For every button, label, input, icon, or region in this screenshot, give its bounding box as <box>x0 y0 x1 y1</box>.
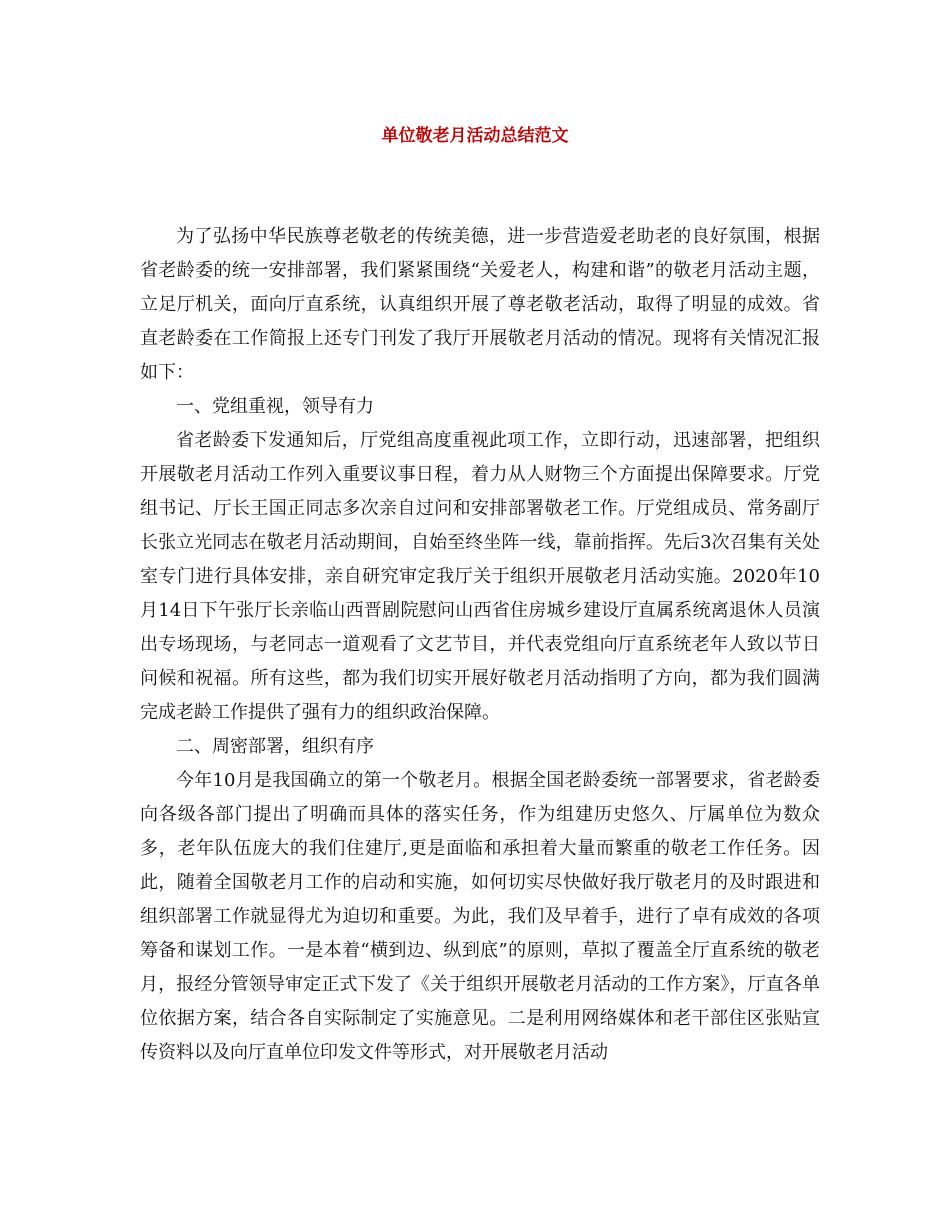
section-heading-1: 一、党组重视，领导有力 <box>176 396 374 417</box>
paragraph-section-1: 省老龄委下发通知后，厅党组高度重视此项工作，立即行动，迅速部署，把组织开展敬老月活动工作列入重要议事日程，着力从人财物三个方面提出保障要求。厅党组书记、厅长王国正同志多次亲自过问和安排部署敬老工作。厅党组成员、常务副厅长张立光同志在敬老月活动期间，自始至终坐阵一线，靠前指挥。先后3次召集有关处室专门进行具体安排，亲自研究审定我厅关于组织开展敬老月活动实施。2020年10月14日下午张厅长亲临山西晋剧院慰问山西省住房城乡建设厅直属系统离退休人员演出专场现场，与老同志一道观看了文艺节目，并代表党组向厅直系统老年人致以节日问候和祝福。所有这些，都为我们切实开展好敬老月活动指明了方向，都为我们圆满完成老龄工作提供了强有力的组织政治保障。 <box>140 430 820 723</box>
paragraph-section-2: 今年10月是我国确立的第一个敬老月。根据全国老龄委统一部署要求，省老龄委向各级各部门提出了明确而具体的落实任务，作为组建历史悠久、厅属单位为数众多，老年队伍庞大的我们住建厅,更是面临和承担着大量而繁重的敬老工作任务。因此，随着全国敬老月工作的启动和实施，如何切实尽快做好我厅敬老月的及时跟进和组织部署工作就显得尤为迫切和重要。为此，我们及早着手，进行了卓有成效的各项筹备和谋划工作。一是本着“横到边、纵到底”的原则，草拟了覆盖全厅直系统的敬老月，报经分管领导审定正式下发了《关于组织开展敬老月活动的工作方案》，厅直各单位依据方案，结合各自实际制定了实施意见。二是利用网络媒体和老干部住区张贴宣传资料以及向厅直单位印发文件等形式，对开展敬老月活动 <box>140 770 820 1063</box>
paragraph-intro: 为了弘扬中华民族尊老敬老的传统美德，进一步营造爱老助老的良好氛围，根据省老龄委的统一安排部署，我们紧紧围绕“关爱老人，构建和谐”的敬老月活动主题，立足厅机关，面向厅直系统，认真组织开展了尊老敬老活动，取得了明显的成效。省直老龄委在工作简报上还专门刊发了我厅开展敬老月活动的情况。现将有关情况汇报如下： <box>140 226 820 383</box>
document-body <box>140 220 820 1070</box>
document-title: 单位敬老月活动总结范文 <box>381 126 569 146</box>
section-heading-2: 二、周密部署，组织有序 <box>176 736 374 757</box>
